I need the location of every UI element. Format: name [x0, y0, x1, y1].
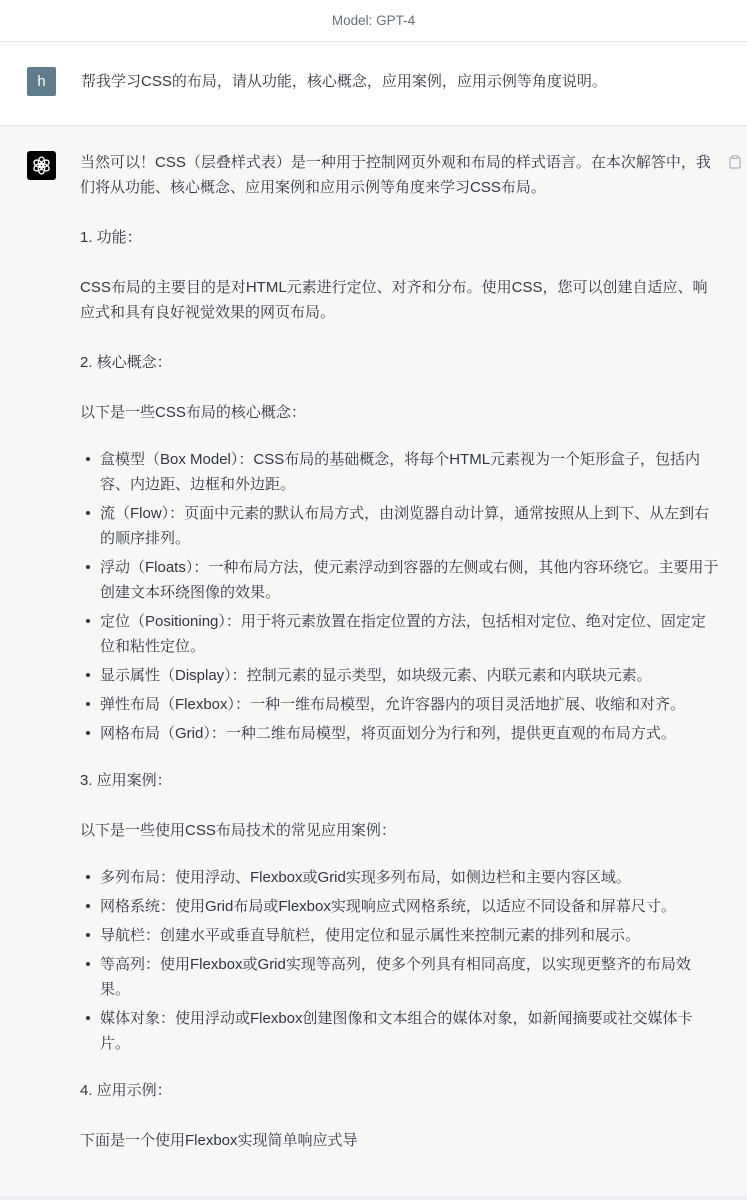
section-3-intro: 以下是一些使用CSS布局技术的常见应用案例：	[80, 822, 396, 839]
list-item: 定位（Positioning）：用于将元素放置在指定位置的方法，包括相对定位、绝对定位、固定定位和粘性定位。	[80, 609, 720, 659]
user-message-text: 帮我学习CSS的布局，请从功能，核心概念，应用案例，应用示例等角度说明。	[81, 73, 607, 90]
bottom-divider	[0, 1196, 747, 1200]
user-avatar-letter: h	[37, 73, 46, 90]
list-item: 盒模型（Box Model）：CSS布局的基础概念，将每个HTML元素视为一个矩形盒子，包括内容、内边距、边框和外边距。	[80, 447, 720, 497]
case-list	[80, 865, 720, 1056]
section-2-title: 2. 核心概念：	[80, 354, 172, 371]
concept-list	[80, 447, 720, 746]
clipboard-icon[interactable]	[729, 155, 741, 169]
section-4-title: 4. 应用示例：	[80, 1082, 172, 1099]
section-2-intro: 以下是一些CSS布局的核心概念：	[80, 404, 306, 421]
section-1-title: 1. 功能：	[80, 229, 142, 246]
openai-logo-icon	[31, 155, 52, 176]
list-item: 弹性布局（Flexbox）：一种一维布局模型，允许容器内的项目灵活地扩展、收缩和对齐。	[80, 692, 720, 717]
model-label: Model: GPT-4	[331, 13, 416, 28]
section-1-body: CSS布局的主要目的是对HTML元素进行定位、对齐和分布。使用CSS，您可以创建自适应、响应式和具有良好视觉效果的网页布局。	[80, 279, 708, 321]
user-avatar	[27, 67, 56, 96]
list-item: 流（Flow）：页面中元素的默认布局方式，由浏览器自动计算，通常按照从上到下、从左到右的顺序排列。	[80, 501, 720, 551]
answer-intro: 当然可以！CSS（层叠样式表）是一种用于控制网页外观和布局的样式语言。在本次解答中，我们将从功能、核心概念、应用案例和应用示例等角度来学习CSS布局。	[80, 154, 711, 196]
list-item: 导航栏：创建水平或垂直导航栏，使用定位和显示属性来控制元素的排列和展示。	[80, 923, 720, 948]
list-item: 媒体对象：使用浮动或Flexbox创建图像和文本组合的媒体对象，如新闻摘要或社交媒体卡片。	[80, 1006, 720, 1056]
model-bar	[0, 0, 747, 42]
list-item: 多列布局：使用浮动、Flexbox或Grid实现多列布局，如侧边栏和主要内容区域。	[80, 865, 720, 890]
user-message-row	[0, 42, 747, 126]
section-4-body: 下面是一个使用Flexbox实现简单响应式导	[80, 1132, 358, 1149]
assistant-answer	[80, 150, 720, 1153]
assistant-avatar	[27, 151, 56, 180]
list-item: 显示属性（Display）：控制元素的显示类型，如块级元素、内联元素和内联块元素。	[80, 663, 720, 688]
list-item: 网格布局（Grid）：一种二维布局模型，将页面划分为行和列，提供更直观的布局方式。	[80, 721, 720, 746]
list-item: 浮动（Floats）：一种布局方法，使元素浮动到容器的左侧或右侧，其他内容环绕它。主要用于创建文本环绕图像的效果。	[80, 555, 720, 605]
list-item: 等高列：使用Flexbox或Grid实现等高列，使多个列具有相同高度，以实现更整齐的布局效果。	[80, 952, 720, 1002]
list-item: 网格系统：使用Grid布局或Flexbox实现响应式网格系统，以适应不同设备和屏幕尺寸。	[80, 894, 720, 919]
section-3-title: 3. 应用案例：	[80, 772, 172, 789]
assistant-message-row	[0, 126, 747, 1200]
